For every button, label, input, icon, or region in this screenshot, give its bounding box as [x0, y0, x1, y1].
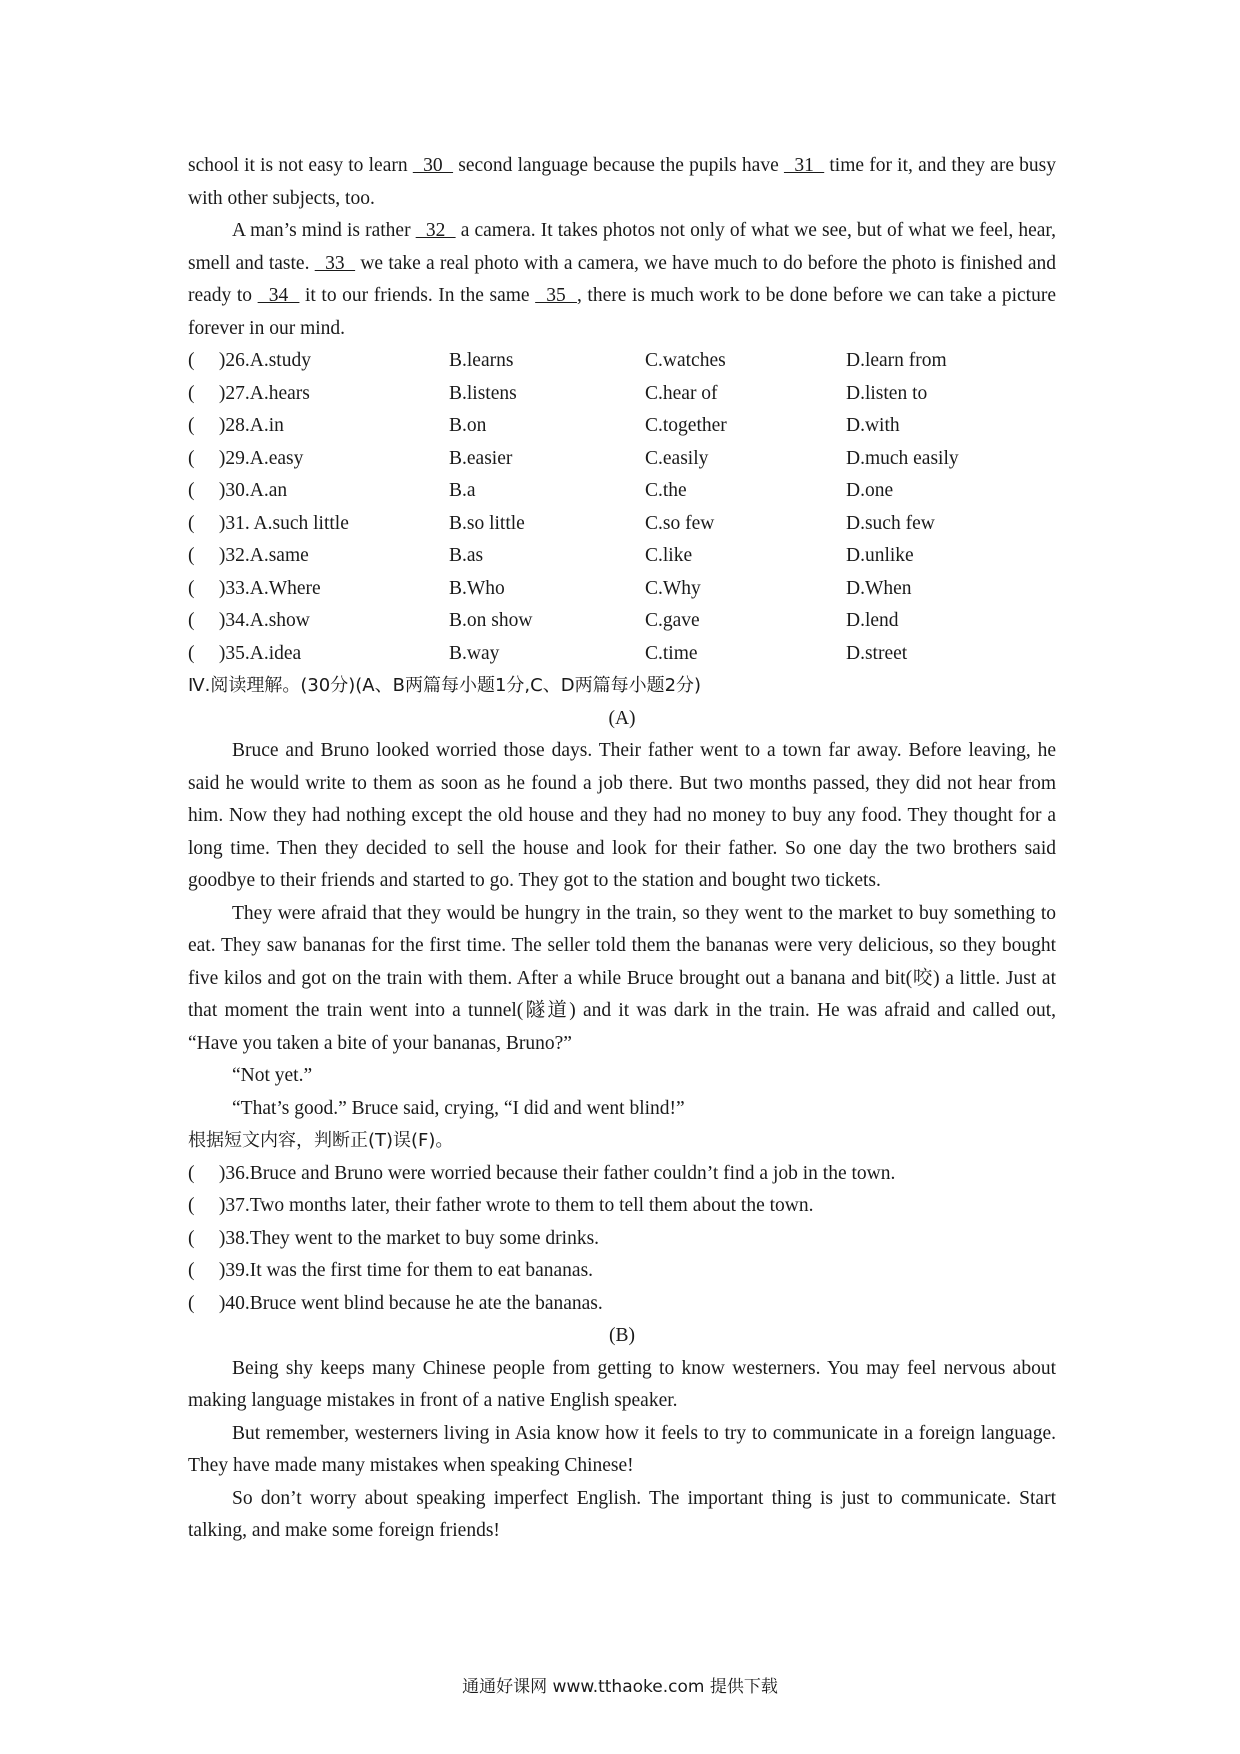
option-d: D.unlike [846, 545, 914, 566]
true-false-instruction: 根据短文内容，判断正(T)误(F)。 [188, 1130, 454, 1151]
text-span: a camera. It takes photos not only of what we see, but of what we feel, hear, smell and taste. [188, 220, 1056, 274]
text-span: , there is much work to be done before we can take a picture forever in our mind. [188, 285, 1056, 339]
option-d: D.street [846, 642, 908, 664]
question-row [188, 605, 1056, 638]
question-row [188, 573, 1056, 606]
passage-a-dialogue-1: “Not yet.” [232, 1065, 313, 1086]
question-row [188, 443, 1056, 476]
exam-page [188, 150, 1056, 1548]
question-row [188, 508, 1056, 541]
option-d: D.learn from [846, 350, 947, 371]
question-option-a: ( )29.A.easy [188, 447, 304, 469]
passage-a-dialogue-2: “That’s good.” Bruce said, crying, “I did and went blind!” [232, 1097, 685, 1119]
text-span: time for it, and they are busy with other subjects, too. [188, 155, 1057, 209]
question-option-a: ( )33.A.Where [188, 577, 321, 599]
option-b: B.so little [449, 512, 525, 534]
passage-b-paragraph-3: So don’t worry about speaking imperfect English. The important thing is just to communicate. Start talking, and make some foreign friends! [188, 1487, 1056, 1541]
option-b: B.on show [449, 610, 533, 631]
passage-a-paragraph-2: They were afraid that they would be hungry in the train, so they went to the market to buy something to eat. They saw bananas for the first time. The seller told them the bananas were very delicious, so they bought five kilos and got on the train with them. After a while Bruce brought out a banana and bit(咬) a little. Just at that moment the train went into a tunnel(隧道) and it was dark in the train. He was afraid and called out, “Have you taken a bite of your bananas, Bruno?” [188, 902, 1056, 1054]
text-span: A man’s mind is rather [232, 220, 416, 241]
option-c: C.the [645, 480, 687, 501]
option-b: B.way [449, 642, 500, 664]
option-d: D.When [846, 577, 912, 599]
question-option-a: ( )27.A.hears [188, 382, 310, 404]
option-c: C.hear of [645, 382, 718, 404]
passage-b-paragraph-2: But remember, westerners living in Asia know how it feels to try to communicate in a foreign language. They have made many mistakes when speaking Chinese! [188, 1422, 1056, 1476]
option-d: D.much easily [846, 447, 959, 469]
option-c: C.easily [645, 447, 709, 469]
option-d: D.lend [846, 610, 899, 631]
passage-a-label: (A) [608, 707, 636, 729]
text-span: it to our friends. In the same [299, 285, 536, 306]
blank-33: 33 [314, 252, 356, 274]
tf-question: ( )37.Two months later, their father wrote to them to tell them about the town. [188, 1195, 814, 1216]
option-c: C.time [645, 642, 698, 664]
question-option-a: ( )32.A.same [188, 545, 309, 566]
blank-32: 32 [415, 220, 456, 241]
question-option-a: ( )35.A.idea [188, 642, 302, 664]
option-b: B.on [449, 415, 487, 436]
true-false-list [188, 1158, 1056, 1321]
tf-question: ( )38.They went to the market to buy some drinks. [188, 1227, 600, 1249]
option-d: D.listen to [846, 382, 928, 404]
cloze-intro-paragraph [188, 150, 1056, 215]
question-row [188, 540, 1056, 573]
option-b: B.a [449, 480, 476, 501]
option-c: C.so few [645, 512, 715, 534]
question-option-a: ( )31. A.such little [188, 512, 349, 534]
cloze-paragraph-camera [188, 215, 1056, 345]
section-iv-heading: Ⅳ.阅读理解。(30分)(A、B两篇每小题1分,C、D两篇每小题2分) [188, 675, 702, 696]
question-option-a: ( )30.A.an [188, 480, 288, 501]
blank-31: 31 [783, 155, 825, 176]
blank-30: 30 [412, 155, 454, 176]
option-d: D.such few [846, 512, 935, 534]
text-span: second language because the pupils have [453, 155, 784, 176]
text-span: we take a real photo with a camera, we have much to do before the photo is finished and ready to [188, 252, 1057, 306]
question-option-a: ( )28.A.in [188, 415, 284, 436]
question-row [188, 475, 1056, 508]
option-b: B.listens [449, 382, 517, 404]
question-option-a: ( )34.A.show [188, 610, 310, 631]
option-d: D.one [846, 480, 894, 501]
tf-question: ( )39.It was the first time for them to eat bananas. [188, 1260, 594, 1281]
tf-question: ( )40.Bruce went blind because he ate the bananas. [188, 1292, 603, 1314]
passage-a-paragraph-1: Bruce and Bruno looked worried those days. Their father went to a town far away. Before leaving, he said he would write to them as soon as he found a job there. But two months passed, they did not hear from him. Now they had nothing except the old house and they had no money to buy any food. They thought for a long time. Then they decided to sell the house and look for their father. So one day the two brothers said goodbye to their friends and started to go. They got to the station and bought two tickets. [188, 740, 1056, 891]
tf-question: ( )36.Bruce and Bruno were worried because their father couldn’t find a job in the town. [188, 1162, 896, 1184]
blank-35: 35 [535, 285, 577, 306]
question-row [188, 638, 1056, 671]
option-b: B.Who [449, 577, 505, 599]
question-row [188, 410, 1056, 443]
option-d: D.with [846, 415, 900, 436]
blank-34: 34 [257, 285, 300, 306]
passage-b-paragraph-1: Being shy keeps many Chinese people from getting to know westerners. You may feel nervous about making language mistakes in front of a native English speaker. [188, 1357, 1056, 1411]
option-b: B.easier [449, 447, 513, 469]
option-c: C.gave [645, 610, 700, 631]
option-b: B.as [449, 545, 484, 566]
cloze-options-list [188, 345, 1056, 670]
option-c: C.Why [645, 577, 701, 599]
page-footer: 通通好课网 www.tthaoke.com 提供下载 [462, 1677, 778, 1697]
question-row [188, 378, 1056, 411]
text-span: school it is not easy to learn [188, 155, 413, 176]
option-b: B.learns [449, 350, 514, 371]
option-c: C.together [645, 415, 727, 436]
question-row [188, 345, 1056, 378]
option-c: C.like [645, 545, 693, 566]
option-c: C.watches [645, 350, 726, 371]
question-option-a: ( )26.A.study [188, 350, 311, 371]
passage-b-label: (B) [609, 1325, 635, 1346]
